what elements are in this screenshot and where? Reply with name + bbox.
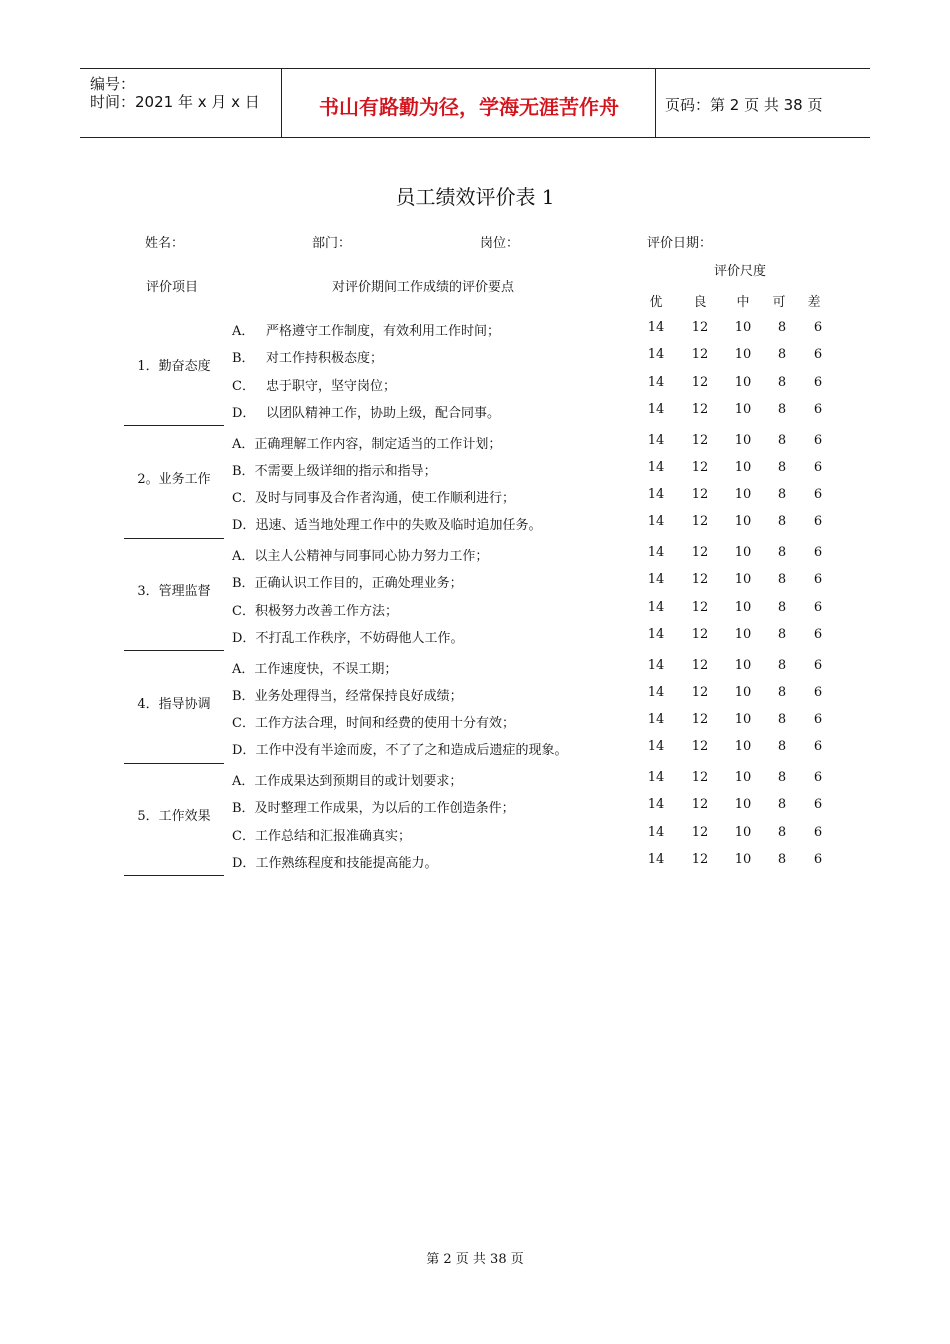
score-value: 6	[813, 684, 823, 700]
criteria-text: 正确认识工作目的，正确处理业务；	[254, 576, 463, 592]
evaluation-date-field-label: 评价日期：	[647, 236, 713, 251]
criteria-text: 工作总结和汇报准确真实；	[254, 828, 411, 844]
score-value: 12	[691, 514, 709, 530]
criteria-prefix: D．	[232, 518, 256, 534]
score-value: 8	[777, 320, 787, 335]
score-value: 6	[813, 770, 823, 785]
criteria-text: 不打乱工作秩序，不妨碍他人工作。	[255, 630, 464, 646]
score-value: 10	[734, 545, 752, 560]
score-value: 14	[647, 487, 665, 503]
criteria-item	[232, 320, 500, 339]
score-value: 8	[777, 739, 787, 755]
criteria-item	[232, 375, 396, 394]
criteria-prefix: D．	[232, 405, 256, 421]
header-page-number: 页码：第 2 页 共 38 页	[665, 96, 823, 114]
scale-level-average: 中	[736, 295, 750, 310]
score-value: 12	[691, 797, 709, 813]
score-value: 8	[777, 545, 787, 560]
score-value: 6	[813, 487, 823, 503]
score-value: 14	[647, 599, 665, 615]
score-value: 8	[777, 572, 787, 588]
category-separator	[124, 650, 224, 651]
score-value: 6	[813, 712, 823, 728]
score-value: 8	[777, 374, 787, 390]
criteria-item	[232, 739, 567, 758]
criteria-prefix: B．	[232, 688, 255, 704]
criteria-item	[232, 852, 437, 871]
score-value: 14	[647, 459, 665, 475]
criteria-prefix: D．	[232, 630, 256, 646]
criteria-text: 工作速度快，不误工期；	[254, 661, 398, 677]
criteria-text: 忠于职守，坚守岗位；	[266, 378, 397, 394]
score-value: 10	[734, 459, 752, 475]
score-value: 14	[647, 401, 665, 417]
score-value: 8	[777, 657, 787, 673]
scale-level-fair: 可	[772, 295, 786, 310]
criteria-text: 积极努力改善工作方法；	[254, 603, 398, 619]
score-value: 8	[777, 401, 787, 417]
score-value: 10	[734, 712, 752, 728]
score-value: 12	[691, 684, 709, 700]
criteria-text: 对工作持积极态度；	[266, 351, 384, 367]
score-value: 10	[734, 770, 752, 785]
criteria-text: 业务处理得当，经常保持良好成绩；	[254, 688, 463, 704]
score-value: 14	[647, 797, 665, 813]
category-label: 1．勤奋态度	[137, 359, 211, 374]
page-footer: 第 2 页 共 38 页	[426, 1252, 524, 1267]
score-value: 12	[691, 851, 709, 867]
criteria-prefix: D．	[232, 743, 256, 759]
score-value: 10	[734, 347, 752, 363]
criteria-prefix: C．	[232, 603, 255, 619]
score-value: 10	[734, 824, 752, 840]
criteria-item	[232, 487, 515, 506]
score-value: 12	[691, 739, 709, 755]
criteria-item	[232, 433, 501, 452]
criteria-prefix: B．	[232, 463, 255, 479]
score-value: 6	[813, 545, 823, 560]
doc-code-label: 编号：	[90, 75, 136, 93]
criteria-text: 正确理解工作内容，制定适当的工作计划；	[254, 436, 502, 452]
score-value: 14	[647, 374, 665, 390]
category-label: 4．指导协调	[137, 696, 211, 712]
score-value: 12	[691, 545, 709, 560]
criteria-prefix: A．	[232, 436, 255, 452]
criteria-item	[232, 797, 515, 816]
score-value: 10	[734, 851, 752, 867]
score-value: 12	[691, 347, 709, 363]
score-value: 10	[734, 514, 752, 530]
criteria-prefix: C．	[232, 491, 255, 507]
criteria-text: 及时与同事及合作者沟通，使工作顺利进行；	[254, 491, 515, 507]
score-value: 14	[647, 824, 665, 840]
criteria-item	[232, 572, 463, 591]
score-value: 12	[691, 572, 709, 588]
score-value: 6	[813, 572, 823, 588]
col-header-scale: 评价尺度	[713, 264, 766, 279]
score-value: 10	[734, 320, 752, 335]
score-value: 8	[777, 824, 787, 840]
score-value: 10	[734, 739, 752, 755]
criteria-item	[232, 460, 437, 479]
col-header-points: 对评价期间工作成绩的评价要点	[332, 280, 515, 295]
score-value: 14	[647, 657, 665, 673]
score-value: 8	[777, 432, 787, 448]
criteria-item	[232, 627, 463, 646]
criteria-item	[232, 712, 515, 731]
score-value: 10	[734, 374, 752, 390]
header-divider	[655, 69, 656, 137]
category-label: 3．管理监督	[137, 584, 211, 599]
score-value: 14	[647, 851, 665, 867]
score-value: 6	[813, 824, 823, 840]
score-value: 12	[691, 320, 709, 335]
criteria-prefix: A．	[232, 549, 255, 564]
score-value: 10	[734, 432, 752, 448]
score-value: 8	[777, 487, 787, 503]
criteria-prefix: C．	[232, 716, 255, 732]
criteria-text: 工作成果达到预期目的或计划要求；	[254, 774, 463, 789]
category-label: 5．工作效果	[137, 809, 211, 824]
score-value: 14	[647, 684, 665, 700]
score-value: 6	[813, 599, 823, 615]
score-value: 14	[647, 739, 665, 755]
score-value: 10	[734, 401, 752, 417]
criteria-item	[232, 402, 500, 421]
criteria-prefix: B．	[232, 576, 255, 592]
score-value: 12	[691, 824, 709, 840]
score-value: 14	[647, 545, 665, 560]
score-value: 6	[813, 797, 823, 813]
scale-level-excellent: 优	[649, 295, 663, 310]
score-value: 12	[691, 401, 709, 417]
score-value: 8	[777, 347, 787, 363]
scale-level-poor: 差	[807, 295, 821, 310]
criteria-text: 不需要上级详细的指示和指导；	[254, 463, 437, 479]
score-value: 10	[734, 797, 752, 813]
category-separator	[124, 763, 224, 764]
criteria-item	[232, 685, 463, 704]
category-label: 2。业务工作	[137, 471, 211, 487]
score-value: 12	[691, 626, 709, 642]
position-field-label: 岗位：	[480, 236, 520, 251]
doc-time-label: 时间：2021 年 x 月 x 日	[90, 93, 260, 111]
criteria-prefix: A．	[232, 661, 255, 677]
criteria-item	[232, 347, 383, 366]
score-value: 12	[691, 487, 709, 503]
criteria-item	[232, 825, 411, 844]
criteria-item	[232, 770, 462, 789]
score-value: 10	[734, 572, 752, 588]
col-header-item: 评价项目	[146, 280, 199, 295]
criteria-text: 及时整理工作成果，为以后的工作创造条件；	[254, 801, 515, 817]
criteria-prefix: C．	[232, 378, 255, 394]
score-value: 8	[777, 712, 787, 728]
criteria-text: 工作方法合理，时间和经费的使用十分有效；	[254, 716, 515, 732]
department-field-label: 部门：	[312, 236, 352, 251]
criteria-item	[232, 545, 488, 564]
score-value: 10	[734, 684, 752, 700]
score-value: 12	[691, 770, 709, 785]
score-value: 10	[734, 599, 752, 615]
score-value: 8	[777, 684, 787, 700]
form-title: 员工绩效评价表 1	[395, 185, 555, 209]
score-value: 6	[813, 320, 823, 335]
category-separator	[124, 425, 224, 426]
score-value: 12	[691, 374, 709, 390]
criteria-item	[232, 600, 398, 619]
score-value: 6	[813, 739, 823, 755]
name-field-label: 姓名：	[145, 236, 185, 251]
criteria-text: 以团队精神工作，协助上级，配合同事。	[266, 405, 501, 421]
header-motto: 书山有路勤为径，学海无涯苦作舟	[319, 95, 619, 119]
criteria-item	[232, 514, 541, 533]
criteria-prefix: D．	[232, 855, 256, 871]
score-value: 14	[647, 712, 665, 728]
score-value: 8	[777, 797, 787, 813]
score-value: 6	[813, 626, 823, 642]
score-value: 8	[777, 459, 787, 475]
criteria-text: 迅速、适当地处理工作中的失败及临时追加任务。	[255, 518, 542, 534]
score-value: 12	[691, 459, 709, 475]
criteria-text: 工作中没有半途而废，不了了之和造成后遗症的现象。	[255, 743, 568, 759]
criteria-text: 工作熟练程度和技能提高能力。	[255, 855, 438, 871]
score-value: 14	[647, 514, 665, 530]
score-value: 8	[777, 851, 787, 867]
score-value: 6	[813, 851, 823, 867]
criteria-prefix: A．	[232, 324, 255, 339]
score-value: 14	[647, 770, 665, 785]
page-header	[80, 68, 870, 138]
score-value: 12	[691, 712, 709, 728]
category-separator	[124, 538, 224, 539]
score-value: 14	[647, 347, 665, 363]
score-value: 10	[734, 487, 752, 503]
criteria-item	[232, 658, 397, 677]
score-value: 10	[734, 657, 752, 673]
category-separator	[124, 875, 224, 876]
score-value: 6	[813, 657, 823, 673]
score-value: 14	[647, 320, 665, 335]
score-value: 8	[777, 514, 787, 530]
score-value: 14	[647, 432, 665, 448]
score-value: 6	[813, 459, 823, 475]
score-value: 10	[734, 626, 752, 642]
score-value: 6	[813, 374, 823, 390]
criteria-text: 严格遵守工作制度，有效利用工作时间；	[266, 324, 501, 339]
scale-level-good: 良	[693, 295, 707, 310]
criteria-prefix: C．	[232, 828, 255, 844]
score-value: 8	[777, 599, 787, 615]
score-value: 14	[647, 572, 665, 588]
criteria-prefix: B．	[232, 351, 255, 367]
score-value: 6	[813, 347, 823, 363]
score-value: 6	[813, 514, 823, 530]
score-value: 8	[777, 626, 787, 642]
score-value: 8	[777, 770, 787, 785]
score-value: 12	[691, 599, 709, 615]
header-divider	[281, 69, 282, 137]
criteria-text: 以主人公精神与同事同心协力努力工作；	[254, 549, 489, 564]
criteria-prefix: B．	[232, 801, 255, 817]
score-value: 6	[813, 432, 823, 448]
score-value: 12	[691, 432, 709, 448]
score-value: 12	[691, 657, 709, 673]
criteria-prefix: A．	[232, 774, 255, 789]
score-value: 6	[813, 401, 823, 417]
score-value: 14	[647, 626, 665, 642]
